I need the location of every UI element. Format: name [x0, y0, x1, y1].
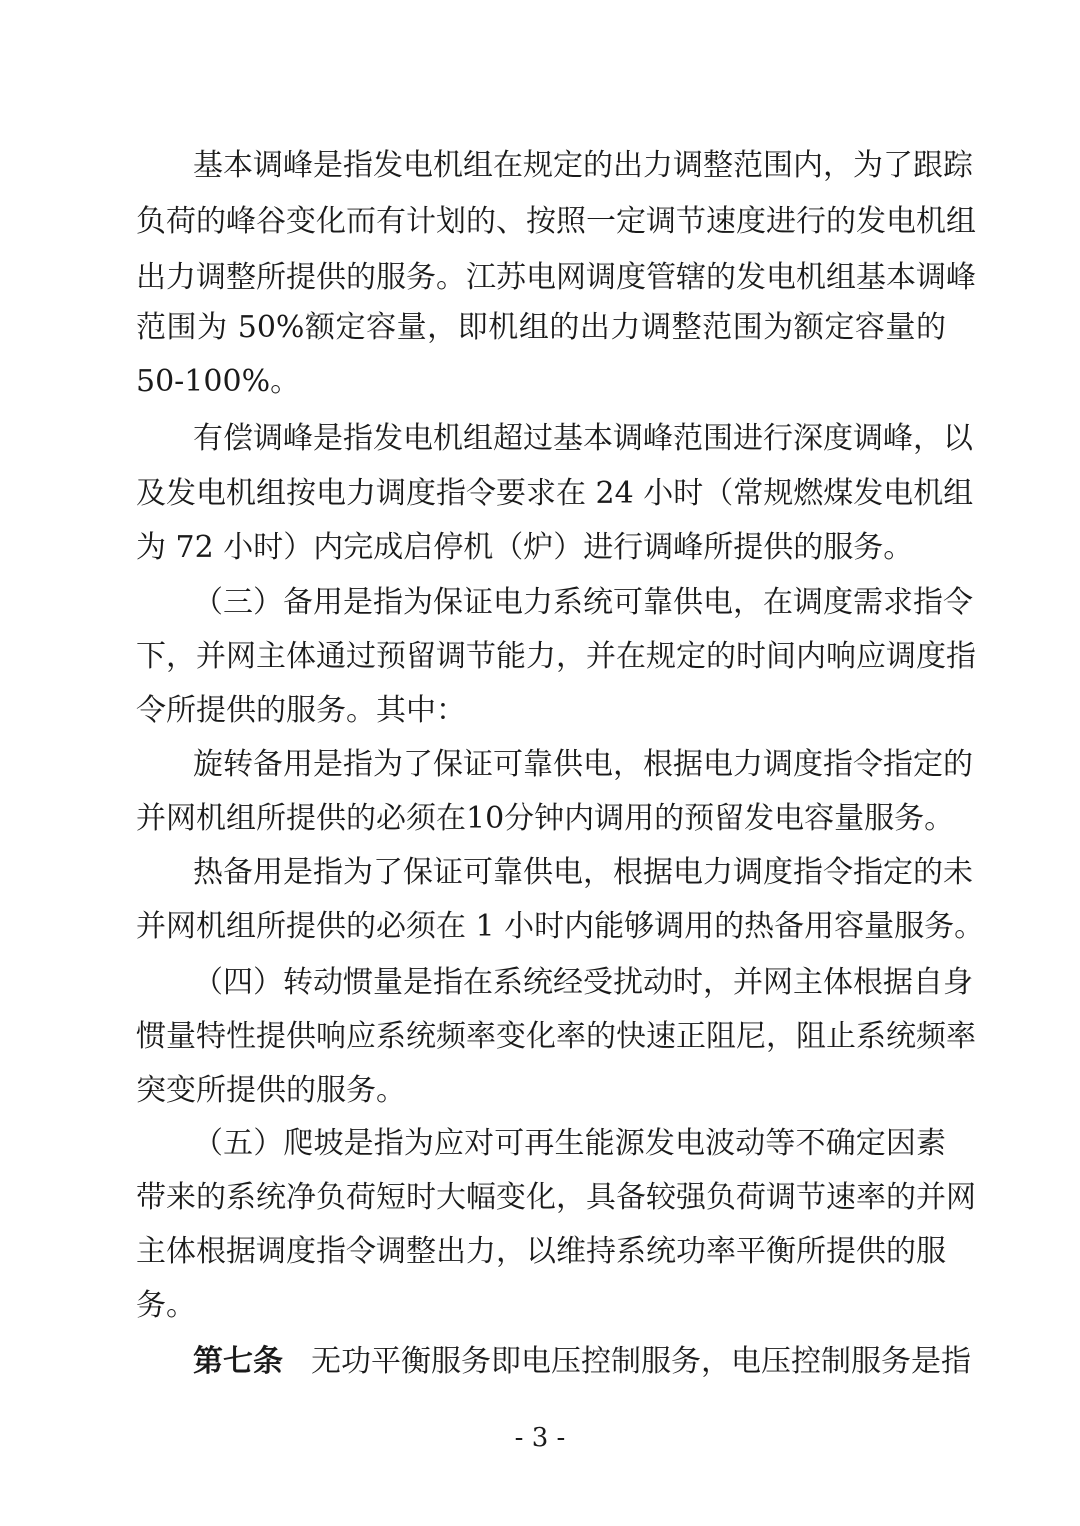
paragraph-line: 并网机组所提供的必须在10分钟内调用的预留发电容量服务。 — [136, 801, 955, 836]
paragraph-line: 范围为 50%额定容量，即机组的出力调整范围为额定容量的 — [136, 310, 946, 345]
paragraph-line: 有偿调峰是指发电机组超过基本调峰范围进行深度调峰，以 — [193, 421, 973, 456]
paragraph-line: 为 72 小时）内完成启停机（炉）进行调峰所提供的服务。 — [136, 530, 914, 565]
paragraph-line: 50-100%。 — [136, 364, 301, 399]
paragraph-line: 并网机组所提供的必须在 1 小时内能够调用的热备用容量服务。 — [136, 909, 985, 944]
paragraph-line: 基本调峰是指发电机组在规定的出力调整范围内，为了跟踪 — [193, 148, 973, 183]
article-text: 无功平衡服务即电压控制服务，电压控制服务是指 — [311, 1344, 971, 1379]
paragraph-line: 令所提供的服务。其中： — [136, 693, 466, 728]
paragraph-line: 出力调整所提供的服务。江苏电网调度管辖的发电机组基本调峰 — [136, 260, 976, 295]
paragraph-line: 及发电机组按电力调度指令要求在 24 小时（常规燃煤发电机组 — [136, 476, 974, 511]
paragraph-line: 下，并网主体通过预留调节能力，并在规定的时间内响应调度指 — [136, 639, 976, 674]
paragraph-line: 带来的系统净负荷短时大幅变化，具备较强负荷调节速率的并网 — [136, 1180, 976, 1215]
paragraph-line: 主体根据调度指令调整出力，以维持系统功率平衡所提供的服 — [136, 1234, 946, 1269]
article-heading: 第七条 — [193, 1344, 283, 1379]
paragraph-line: 热备用是指为了保证可靠供电，根据电力调度指令指定的未 — [193, 855, 973, 890]
paragraph-line: （三）备用是指为保证电力系统可靠供电，在调度需求指令 — [193, 585, 973, 620]
paragraph-line: （四）转动惯量是指在系统经受扰动时，并网主体根据自身 — [193, 965, 973, 1000]
paragraph-line: 务。 — [136, 1288, 196, 1323]
article-line — [193, 1335, 971, 1389]
paragraph-line: 旋转备用是指为了保证可靠供电，根据电力调度指令指定的 — [193, 747, 973, 782]
paragraph-line: 突变所提供的服务。 — [136, 1073, 406, 1108]
page-number: - 3 - — [514, 1423, 566, 1453]
paragraph-line: 负荷的峰谷变化而有计划的、按照一定调节速度进行的发电机组 — [136, 204, 976, 239]
paragraph-line: （五）爬坡是指为应对可再生能源发电波动等不确定因素 — [193, 1126, 946, 1161]
paragraph-line: 惯量特性提供响应系统频率变化率的快速正阻尼，阻止系统频率 — [136, 1019, 976, 1054]
